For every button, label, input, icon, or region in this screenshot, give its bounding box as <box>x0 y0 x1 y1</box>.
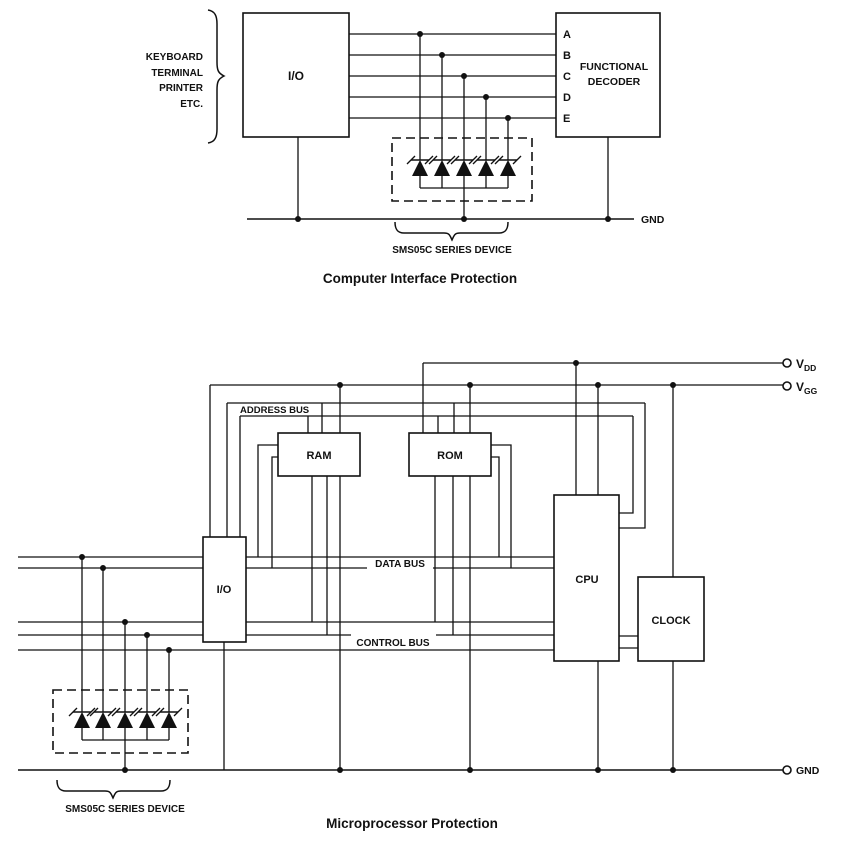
peripheral-printer: PRINTER <box>159 83 203 94</box>
junction-dot <box>337 382 343 388</box>
vdd-terminal <box>783 359 791 367</box>
junction-dot <box>461 216 467 222</box>
junction-dot <box>505 115 511 121</box>
junction-dot <box>467 382 473 388</box>
device-brace <box>395 222 508 240</box>
gnd-label: GND <box>641 214 665 226</box>
tvs-diode <box>90 708 116 740</box>
junction-dot <box>605 216 611 222</box>
data-bus-label: DATA BUS <box>375 559 425 570</box>
peripheral-terminal: TERMINAL <box>151 68 203 79</box>
tvs-diode <box>451 156 477 188</box>
junction-dot <box>595 767 601 773</box>
tvs-diode <box>69 708 95 740</box>
tvs-diode <box>429 156 455 188</box>
cpu-clock-links <box>619 636 638 648</box>
junction-dot <box>122 619 128 625</box>
clock-label: CLOCK <box>651 615 691 627</box>
junction-dot <box>461 73 467 79</box>
junction-dot <box>467 767 473 773</box>
device-label: SMS05C SERIES DEVICE <box>392 245 512 256</box>
pin-label-c: C <box>563 71 571 83</box>
io-decoder-wires <box>349 34 556 118</box>
peripheral-keyboard: KEYBOARD <box>145 52 203 63</box>
junction-dot <box>79 554 85 560</box>
junction-dot <box>670 767 676 773</box>
junction-dot <box>144 632 150 638</box>
junction-dot <box>417 31 423 37</box>
functional-decoder-box <box>556 13 660 137</box>
vgg-terminal <box>783 382 791 390</box>
rom-bus-wires <box>435 445 511 770</box>
junction-dot <box>573 360 579 366</box>
pin-label-b: B <box>563 50 571 62</box>
gnd-label2: GND <box>796 765 820 777</box>
junction-dot <box>337 767 343 773</box>
data-bus-wires <box>18 557 554 635</box>
tvs-diode <box>156 708 182 740</box>
device-label2: SMS05C SERIES DEVICE <box>65 804 185 815</box>
ram-label: RAM <box>306 450 332 462</box>
vdd-label: $V_{DD}$ <box>796 357 817 373</box>
figure2-title: Microprocessor Protection <box>326 816 498 831</box>
decoder-label-line1: FUNCTIONAL <box>579 61 649 73</box>
junction-dot <box>595 382 601 388</box>
gnd-terminal <box>783 766 791 774</box>
control-bus-label: CONTROL BUS <box>356 638 430 649</box>
pin-label-a: A <box>563 29 571 41</box>
junction-dot <box>295 216 301 222</box>
junction-dot <box>166 647 172 653</box>
junction-dot <box>483 94 489 100</box>
cpu-label: CPU <box>575 574 599 586</box>
address-bus-label: ADDRESS BUS <box>240 405 310 416</box>
decoder-label-line2: DECODER <box>587 76 641 88</box>
junction-dot <box>439 52 445 58</box>
rom-label: ROM <box>437 450 463 462</box>
vgg-label: $V_{GG}$ <box>796 380 818 396</box>
junction-dot <box>670 382 676 388</box>
figure1-title: Computer Interface Protection <box>322 271 518 286</box>
io-label: I/O <box>287 69 305 83</box>
junction-dot <box>100 565 106 571</box>
tvs-diode <box>407 156 433 188</box>
figure1-computer-interface-protection <box>146 10 665 286</box>
pin-label-e: E <box>563 113 571 125</box>
pin-label-d: D <box>563 92 571 104</box>
io2-label: I/O <box>216 584 232 596</box>
tvs-diode <box>495 156 521 188</box>
peripheral-brace <box>208 10 224 143</box>
figure2-microprocessor-protection <box>18 357 820 831</box>
ram-bus-wires <box>258 445 340 770</box>
junction-dot <box>122 767 128 773</box>
device-brace2 <box>57 780 170 798</box>
tvs-diode <box>112 708 138 740</box>
tvs-diode <box>473 156 499 188</box>
peripheral-etc: ETC. <box>180 99 203 110</box>
tvs-diode <box>134 708 160 740</box>
